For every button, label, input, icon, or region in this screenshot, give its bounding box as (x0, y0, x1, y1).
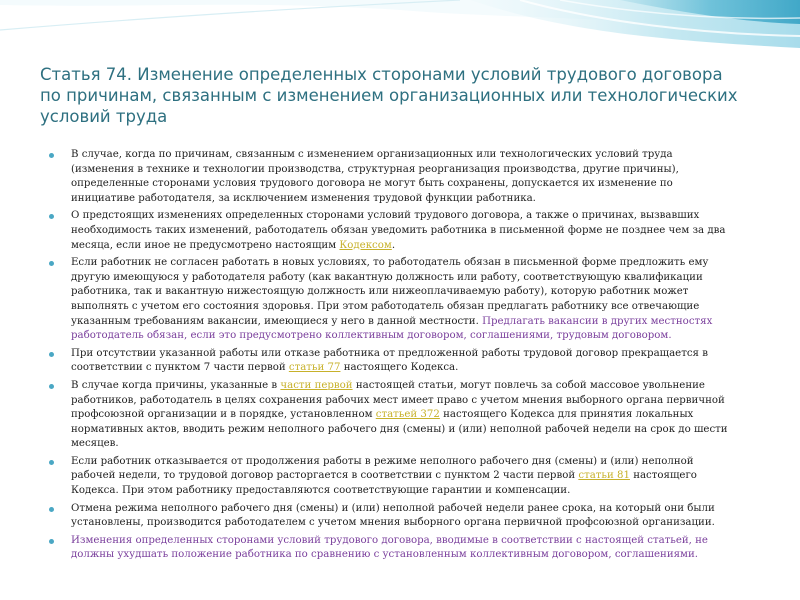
paragraph-text: настоящей статьи, могут повлечь за собой массовое увольнение работников, работодатель в целях сохранения рабочих мест имеет право с учетом мнения выборного органа первичной профсоюзной организации и в порядке, установленном (71, 379, 725, 421)
bullet-icon (49, 539, 54, 544)
article-81-link[interactable]: статьи 81 (578, 470, 630, 482)
bullet-icon (49, 214, 54, 219)
bullet-icon (49, 153, 54, 158)
list-item (48, 347, 738, 376)
list-item (48, 209, 738, 253)
bullet-icon (49, 507, 54, 512)
list-item (48, 379, 738, 452)
bullet-icon (49, 261, 54, 266)
paragraph-text: Если работник не согласен работать в новых условиях, то работодатель обязан в письменной форме предложить ему другую имеющуюся у работодателя работу (как вакантную должность или работу, соответствующую квалификации работника, так и вакантную нижестоящую должность или нижеоплачиваемую работу), которую работник может выполнять с учетом его состояния здоровья. При этом работодатель обязан предлагать работнику все отвечающие указанным требованиям вакансии, имеющиеся у него в данной местности. (71, 257, 709, 327)
list-item (48, 455, 738, 499)
highlighted-note: Предлагать вакансии в других местностях работодатель обязан, если это предусмотрено коллективным договором, соглашениями, трудовым договором. (71, 315, 713, 342)
paragraph-text: При отсутствии указанной работы или отказе работника от предложенной работы трудовой договор прекращается в соответствии с пунктом 7 части первой (71, 347, 708, 374)
article-77-link[interactable]: статьи 77 (288, 362, 341, 374)
list-item (48, 534, 738, 563)
part-one-link[interactable]: части первой (280, 379, 353, 391)
code-link[interactable]: Кодексом (339, 239, 392, 251)
slide-title: Статья 74. Изменение определенных сторонами условий трудового договора по причинам, связанным с изменением организационных или технологических условий труда (40, 65, 738, 126)
bullet-icon (49, 352, 54, 357)
article-text (48, 148, 738, 566)
list-item (48, 256, 738, 344)
highlighted-note: Изменения определенных сторонами условий трудового договора, вводимые в соответствии с настоящей статьей, не должны ухудшать положение работника по сравнению с установленным коллективным договором, соглашениями. (71, 534, 708, 561)
paragraph-text: О предстоящих изменениях определенных сторонами условий трудового договора, а также о причинах, вызвавших необходимость таких изменений, работодатель обязан уведомить работника в письменной форме не позднее чем за два месяца, если иное не предусмотрено настоящим (71, 210, 726, 251)
bullet-icon (49, 384, 54, 389)
paragraph-text: В случае когда причины, указанные в (71, 379, 281, 391)
paragraph-text: Отмена режима неполного рабочего дня (смены) и (или) неполной рабочей недели ранее срока, на который они были установлены, производится работодателем с учетом мнения выборного органа первичной профсоюзной организации. (71, 502, 715, 529)
paragraph-text: настоящего Кодекса для принятия локальных нормативных актов, вводить режим неполного рабочего дня (смены) и (или) неполной рабочей недели на срок до шести месяцев. (71, 409, 728, 450)
paragraph-text: настоящего Кодекса. (340, 362, 459, 374)
paragraph-text: настоящего Кодекса. При этом работнику предоставляются соответствующие гарантии и компенсации. (71, 470, 697, 497)
article-372-link[interactable]: статьей 372 (375, 409, 440, 421)
list-item (48, 502, 738, 531)
paragraph-text: . (391, 239, 396, 251)
paragraph-text: Если работник отказывается от продолжения работы в режиме неполного рабочего дня (смены) и (или) неполной рабочей недели, то трудовой договор расторгается в соответствии с пунктом 2 части первой (71, 455, 694, 482)
list-item (48, 148, 738, 206)
paragraph-text: В случае, когда по причинам, связанным с изменением организационных или технологических условий труда (изменения в технике и технологии производства, структурная реорганизация производства, другие причины), определенные сторонами условия трудового договора не могут быть сохранены, допускается их изменение по инициативе работодателя, за исключением изменения трудовой функции работника. (71, 149, 679, 204)
bullet-icon (49, 460, 54, 465)
